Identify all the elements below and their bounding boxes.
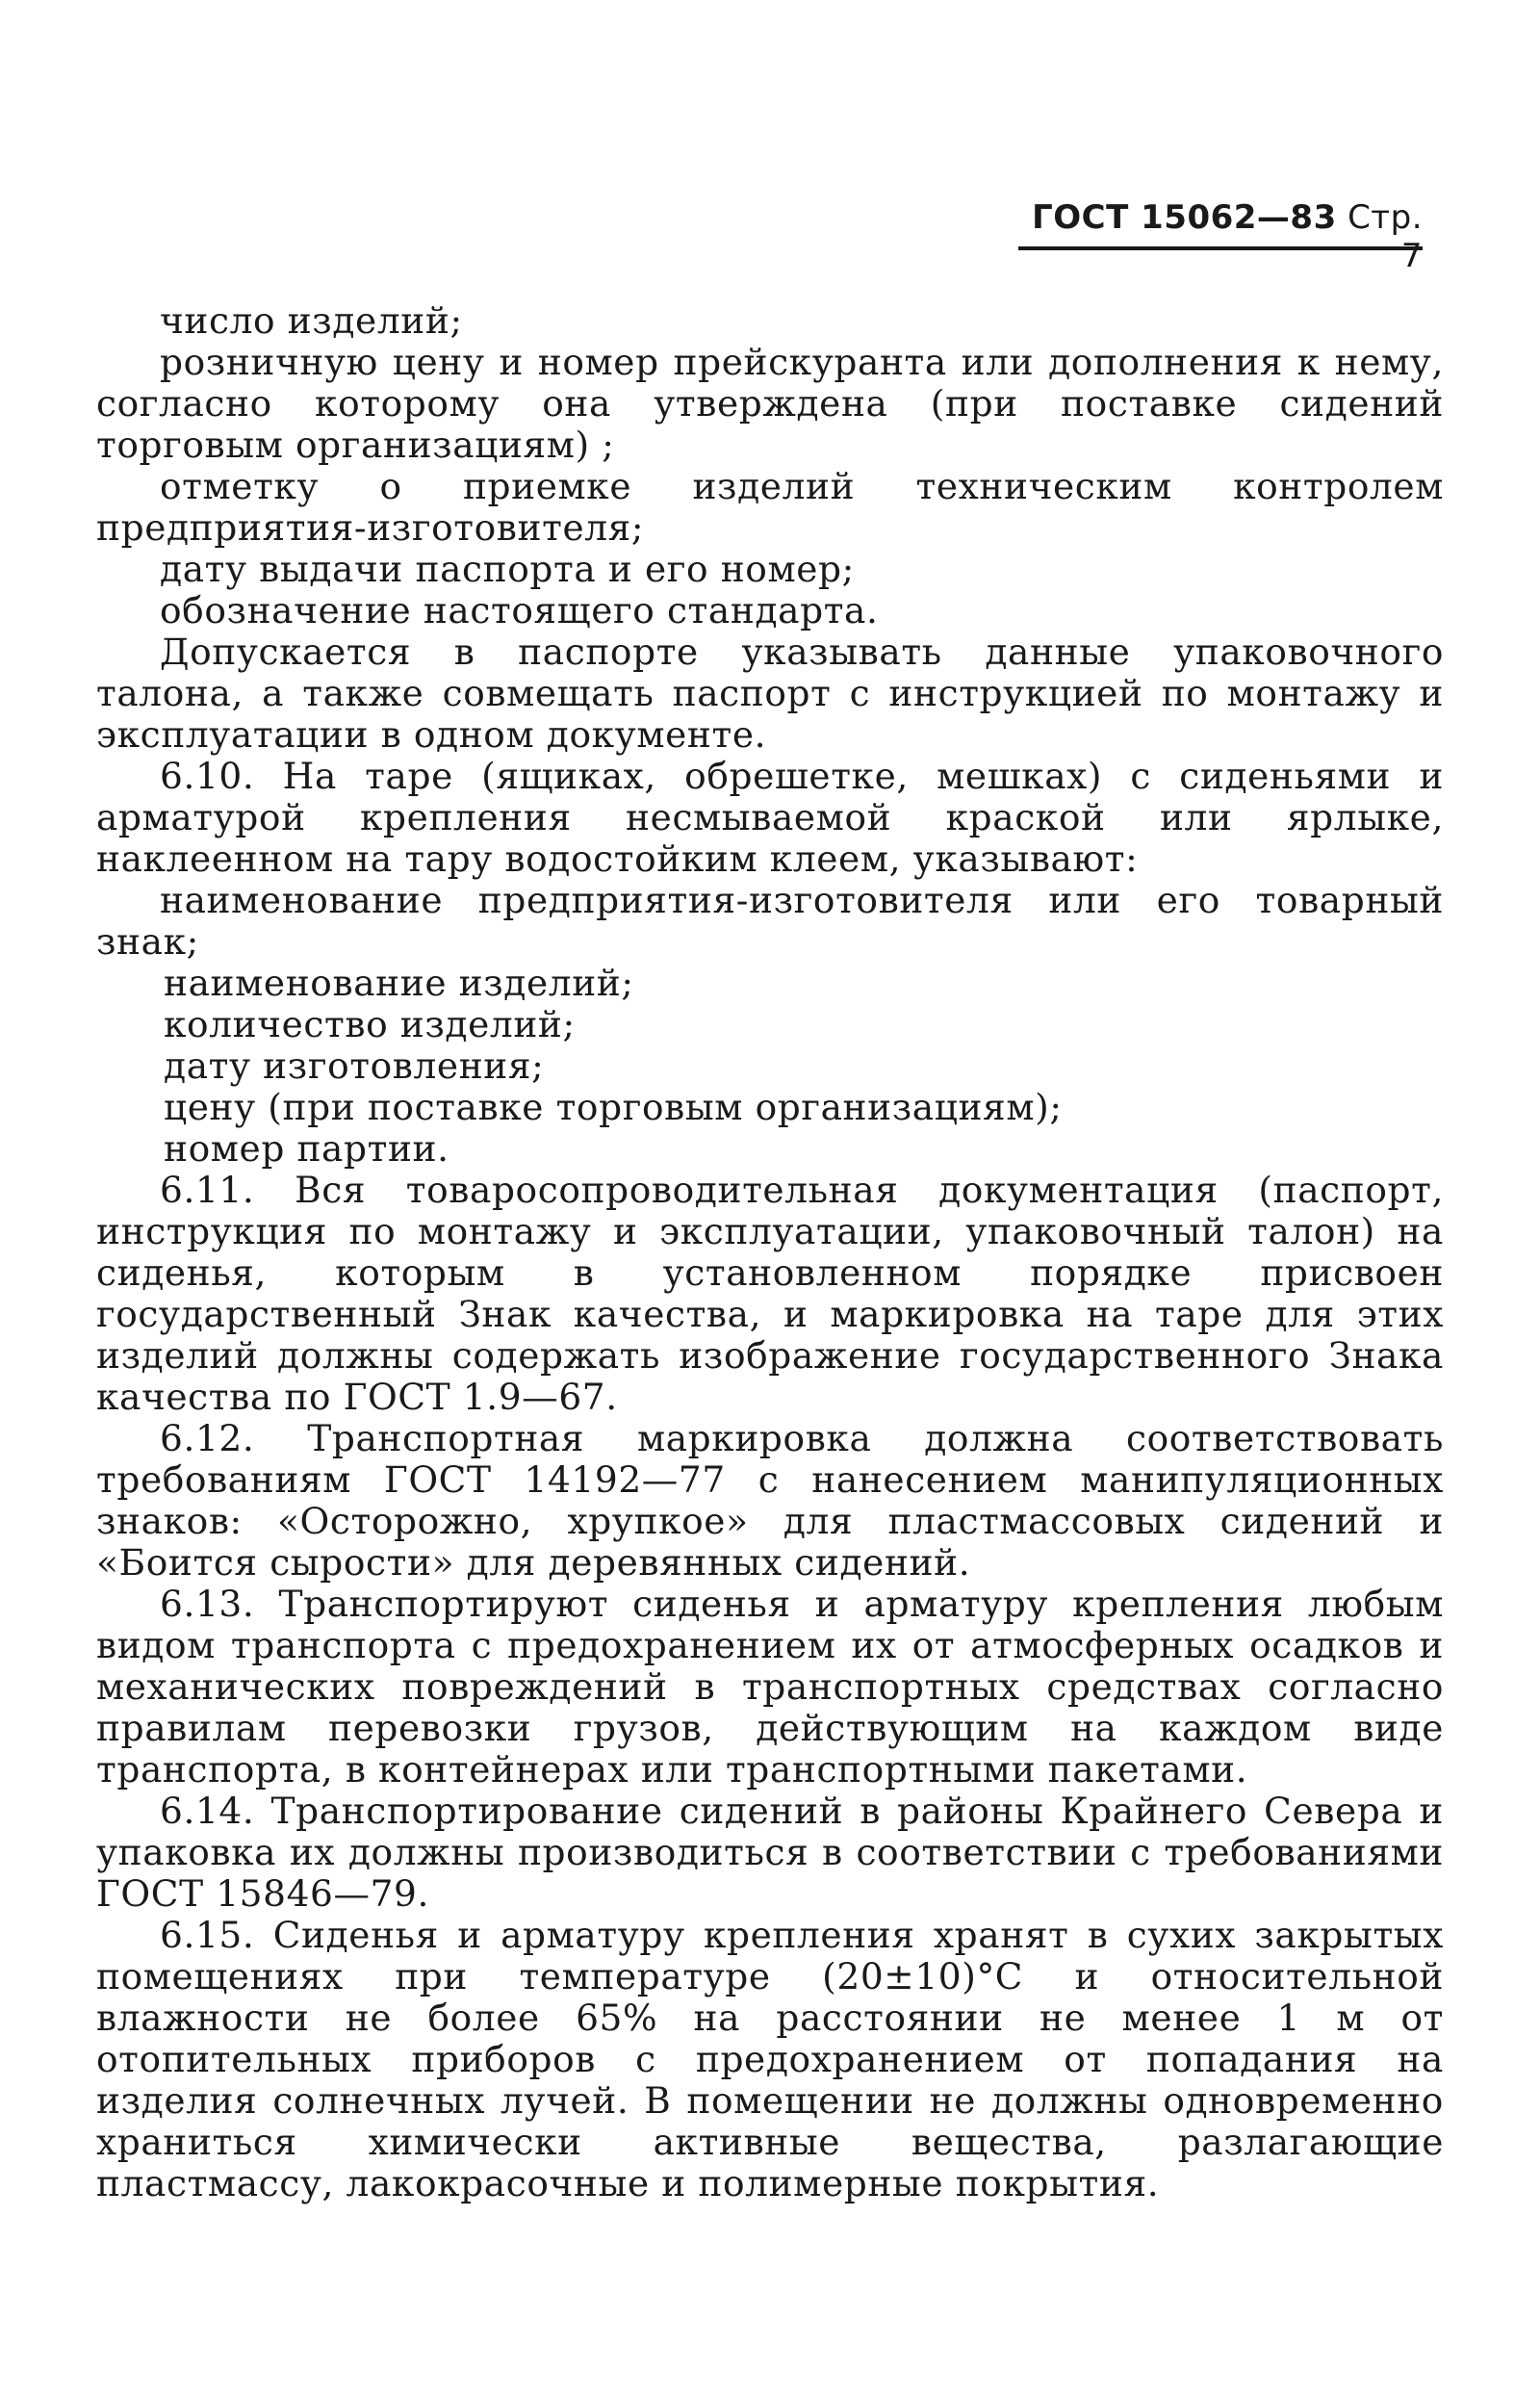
list-item: наименование предприятия-изготовителя или его товарный знак; xyxy=(96,879,1444,963)
header-rule xyxy=(1018,246,1423,250)
running-header xyxy=(1018,198,1423,275)
list-item: обозначение настоящего стандарта. xyxy=(160,589,879,631)
paragraph-6-13: 6.13. Транспортируют сиденья и арматуру крепления любым видом транспорта с предохранением их от атмосферных осадков и механических повреждений в транспортных средствах согласно правилам перевозки грузов, действующим на каждом виде транспорта, в контейнерах или транспортными пакетами. xyxy=(96,1583,1444,1791)
paragraph-6-14: 6.14. Транспортирование сидений в районы Крайнего Севера и упаковка их должны производиться в соответствии с требованиями ГОСТ 15846—79. xyxy=(96,1790,1444,1915)
page-number: Стр. 7 xyxy=(1348,198,1423,275)
list-item: отметку о приемке изделий техническим контролем предприятия-изготовителя; xyxy=(96,465,1444,549)
list-item: номер партии. xyxy=(164,1127,449,1170)
list-item: цену (при поставке торговым организациям); xyxy=(164,1086,1063,1128)
paragraph-6-11: 6.11. Вся товаросопроводительная документация (паспорт, инструкция по монтажу и эксплуатации, упаковочный талон) на сиденья, которым в установленном порядке присвоен государственный Знак качества, и маркировка на таре для этих изделий должны содержать изображение государственного Знака качества по ГОСТ 1.9—67. xyxy=(96,1169,1444,1418)
paragraph-6-10: 6.10. На таре (ящиках, обрешетке, мешках) с сиденьями и арматурой крепления несмываемой краской или ярлыке, наклеенном на тару водостойким клеем, указывают: xyxy=(96,755,1444,880)
paragraph-6-15: 6.15. Сиденья и арматуру крепления хранят в сухих закрытых помещениях при температуре (20±10)°С и относительной влажности не более 65% на расстоянии не менее 1 м от отопительных приборов с предохранением от попадания на изделия солнечных лучей. В помещении не должны одновременно храниться химически активные вещества, разлагающие пластмассу, лакокрасочные и полимерные покрытия. xyxy=(96,1914,1444,2204)
list-item: число изделий; xyxy=(160,299,463,342)
page-body xyxy=(96,300,1444,2204)
paragraph: Допускается в паспорте указывать данные упаковочного талона, а также совмещать паспорт с инструкцией по монтажу и эксплуатации в одном документе. xyxy=(96,631,1444,756)
standard-number: ГОСТ 15062—83 xyxy=(1032,198,1337,237)
list-item: количество изделий; xyxy=(164,1003,576,1045)
list-item: наименование изделий; xyxy=(164,962,634,1004)
list-item: дату выдачи паспорта и его номер; xyxy=(160,548,855,590)
list-item: дату изготовления; xyxy=(164,1044,545,1087)
list-item: розничную цену и номер прейскуранта или дополнения к нему, согласно которому она утверждена (при поставке сидений торговым организациям) ; xyxy=(96,341,1444,466)
paragraph-6-12: 6.12. Транспортная маркировка должна соответствовать требованиям ГОСТ 14192—77 с нанесением манипуляционных знаков: «Осторожно, хрупкое» для пластмассовых сидений и «Боится сырости» для деревянных сидений. xyxy=(96,1417,1444,1584)
